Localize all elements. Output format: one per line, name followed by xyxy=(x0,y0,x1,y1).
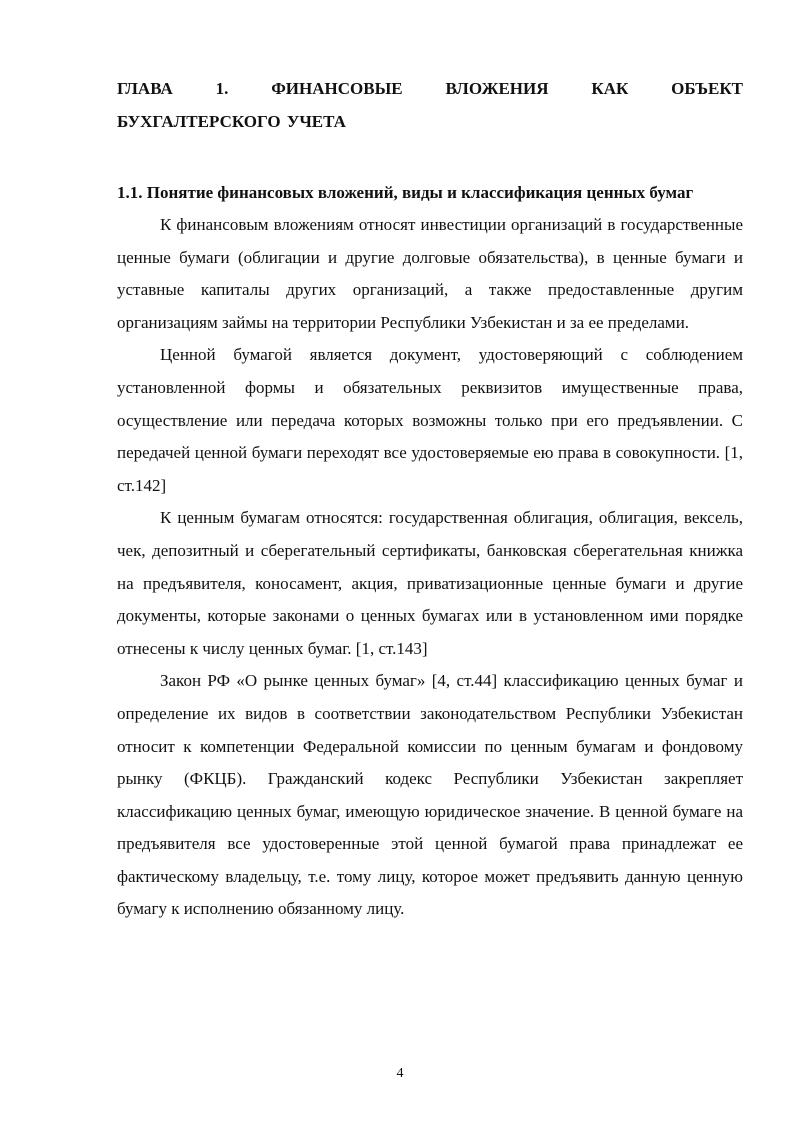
paragraph-3: К ценным бумагам относятся: государственная облигация, облигация, вексель, чек, депозитный и сберегательный сертификаты, банковская сберегательная книжка на предъявителя, коносамент, акция, приватизационные ценные бумаги и другие документы, которые законами о ценных бумагах или в установленном ими порядке отнесены к числу ценных бумаг. [1, ст.143] xyxy=(117,508,743,658)
page-number: 4 xyxy=(396,1066,404,1081)
chapter-title-line1: ГЛАВА 1. ФИНАНСОВЫЕ ВЛОЖЕНИЯ КАК ОБЪЕКТ xyxy=(117,79,743,98)
chapter-title-line2: БУХГАЛТЕРСКОГО УЧЕТА xyxy=(117,112,346,131)
paragraph-1: К финансовым вложениям относят инвестиции организаций в государственные ценные бумаги (облигации и другие долговые обязательства), в ценные бумаги и уставные капиталы других организаций, а также предоставленные другим организациям займы на территории Республики Узбекистан и за ее пределами. xyxy=(117,215,743,332)
document-page xyxy=(117,72,743,926)
paragraph-2: Ценной бумагой является документ, удостоверяющий с соблюдением установленной формы и обязательных реквизитов имущественные права, осуществление или передача которых возможны только при его предъявлении. С передачей ценной бумаги переходят все удостоверяемые ею права в совокупности. [1, ст.142] xyxy=(117,345,743,495)
paragraph-4: Закон РФ «О рынке ценных бумаг» [4, ст.44] классификацию ценных бумаг и определение их видов в соответствии законодательством Республики Узбекистан относит к компетенции Федеральной комиссии по ценным бумагам и фондовому рынку (ФКЦБ). Гражданский кодекс Республики Узбекистан закрепляет классификацию ценных бумаг, имеющую юридическое значение. В ценной бумаге на предъявителя все удостоверенные этой ценной бумагой права принадлежат ее фактическому владельцу, т.е. тому лицу, которое может предъявить данную ценную бумагу к исполнению обязанному лицу. xyxy=(117,671,743,919)
section-title: 1.1. Понятие финансовых вложений, виды и классификация ценных бумаг xyxy=(117,183,694,202)
chapter-title xyxy=(117,72,743,138)
